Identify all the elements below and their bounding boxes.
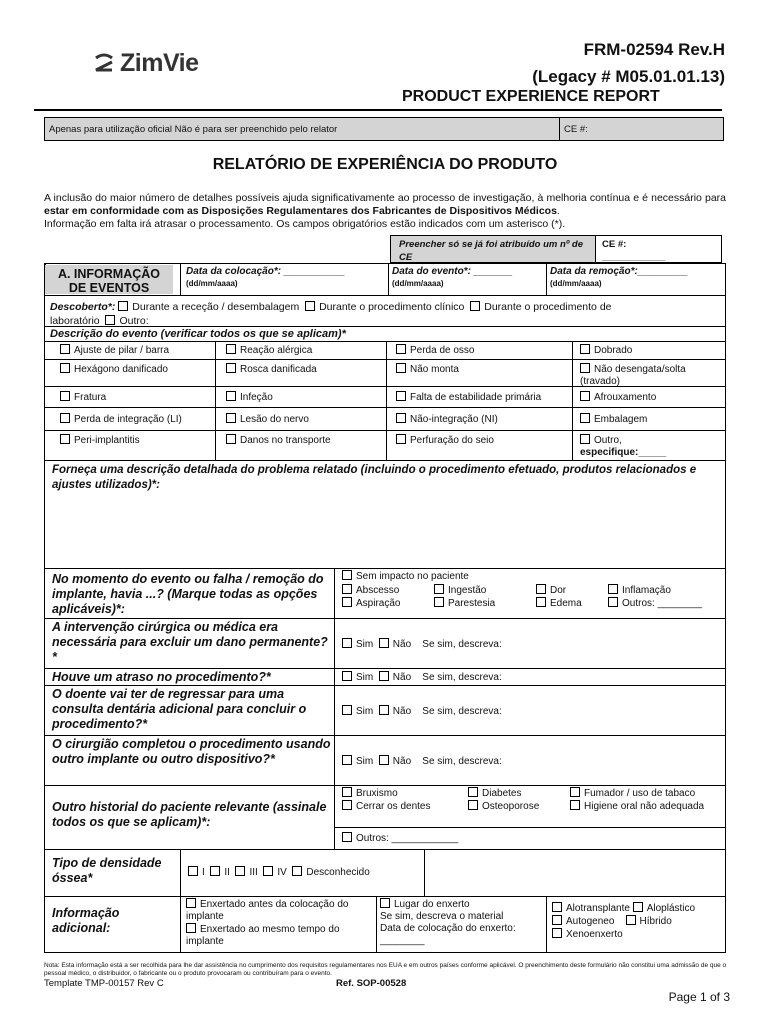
event-label: Lesão do nervo	[240, 414, 309, 425]
event-option[interactable]	[60, 391, 106, 404]
checkbox-sim[interactable]	[342, 638, 352, 648]
q-return-visit: O doente vai ter de regressar para uma consulta dentária adicional para concluir o procedimento?*	[52, 687, 307, 731]
q8-type-col	[552, 902, 695, 941]
q1-col-3	[536, 584, 582, 610]
q6-opt: Fumador / uso de tabaco	[584, 788, 696, 799]
page-number: Page 1 of 3	[668, 990, 730, 1004]
q7-opt: III	[249, 867, 258, 878]
event-label: Não monta	[410, 364, 459, 375]
sim-label: Sim	[356, 672, 374, 683]
checkbox[interactable]	[226, 391, 236, 401]
checkbox[interactable]	[633, 902, 643, 912]
sim-label: Sim	[356, 756, 374, 767]
header-rule	[34, 109, 722, 111]
date-removal-field[interactable]	[550, 266, 688, 290]
checkbox-nao[interactable]	[379, 705, 389, 715]
q1-opt: Outros: ________	[622, 598, 703, 609]
checkbox[interactable]	[60, 434, 70, 444]
q8-opt: Enxertado antes da colocação do implante	[186, 899, 349, 922]
sim-label: Sim	[356, 706, 374, 717]
ce-number-field[interactable]	[596, 235, 722, 263]
official-use-bar	[44, 117, 724, 141]
checkbox[interactable]	[396, 391, 406, 401]
checkbox-discovered-receipt[interactable]	[118, 301, 128, 311]
checkbox[interactable]	[396, 344, 406, 354]
checkbox-discovered-other[interactable]	[105, 315, 115, 325]
se-sim-label: Se sim, descreva:	[422, 706, 502, 717]
event-label: Peri-implantitis	[74, 435, 140, 446]
discovered-row	[50, 300, 720, 328]
checkbox[interactable]	[396, 413, 406, 423]
q6-col-1	[342, 787, 430, 813]
checkbox[interactable]	[608, 597, 618, 607]
event-label: Fratura	[74, 392, 107, 403]
event-option[interactable]	[226, 434, 331, 447]
event-option[interactable]	[396, 344, 475, 357]
checkbox[interactable]	[188, 866, 198, 876]
event-option[interactable]	[580, 434, 666, 459]
q8-site-col	[380, 898, 544, 947]
checkbox[interactable]	[536, 584, 546, 594]
checkbox-discovered-clinical[interactable]	[305, 301, 315, 311]
q-patient-history: Outro historial do paciente relevante (assinale todos os que se aplicam)*:	[52, 800, 327, 829]
checkbox[interactable]	[210, 866, 220, 876]
event-label: Hexágono danificado	[74, 364, 168, 375]
se-sim-label: Se sim, descreva:	[422, 756, 502, 767]
checkbox[interactable]	[552, 902, 562, 912]
checkbox[interactable]	[292, 866, 302, 876]
q2-answer	[342, 638, 502, 651]
nao-label: Não	[392, 639, 412, 650]
checkbox[interactable]	[580, 344, 590, 354]
date-event-label: Data do evento*: _______	[392, 266, 513, 277]
event-option[interactable]	[226, 363, 317, 376]
se-sim-label: Se sim, descreva:	[422, 672, 502, 683]
q5-answer	[342, 755, 502, 768]
ce-fill-label: Preencher só se já foi atribuído um nº de CE	[390, 235, 596, 263]
checkbox[interactable]	[60, 413, 70, 423]
q8-opt: Xenoenxerto	[566, 929, 623, 940]
event-label: Não desengata/solta	[594, 364, 686, 375]
q1-opt: Aspiração	[356, 598, 401, 609]
event-option[interactable]	[580, 363, 686, 388]
checkbox-nao[interactable]	[379, 671, 389, 681]
event-option[interactable]	[580, 391, 656, 404]
checkbox[interactable]	[60, 363, 70, 373]
checkbox[interactable]	[396, 363, 406, 373]
checkbox[interactable]	[434, 584, 444, 594]
q1-col-4	[608, 584, 702, 610]
sim-label: Sim	[356, 639, 374, 650]
checkbox-sim[interactable]	[342, 755, 352, 765]
event-label: Perda de integração (LI)	[74, 414, 182, 425]
discovered-other-label: Outro:	[119, 315, 149, 327]
checkbox[interactable]	[580, 413, 590, 423]
q8-graft-col	[186, 898, 374, 948]
event-label: Ajuste de pilar / barra	[74, 345, 170, 356]
form-number-block	[532, 36, 725, 90]
checkbox-nao[interactable]	[379, 638, 389, 648]
event-label: Danos no transporte	[240, 435, 331, 446]
event-option[interactable]	[226, 344, 312, 357]
event-option[interactable]	[60, 344, 169, 357]
q8-opt: Híbrido	[639, 916, 672, 927]
event-label: Rosca danificada	[240, 364, 317, 375]
checkbox[interactable]	[342, 787, 352, 797]
intro-bold: estar em conformidade com as Disposições Regulamentares dos Fabricantes de Dispositivos Médicos	[44, 205, 557, 217]
q8-material: Se sim, descreva o material	[380, 911, 504, 922]
event-option[interactable]	[226, 391, 273, 404]
detail-description-field[interactable]: Forneça uma descrição detalhada do problema relatado (incluindo o procedimento efetuado, produtos relacionados e ajustes utilizados)*:	[52, 464, 697, 491]
checkbox[interactable]	[226, 413, 236, 423]
q-bone-density: Tipo de densidade óssea*	[52, 856, 162, 885]
checkbox[interactable]	[570, 787, 580, 797]
nao-label: Não	[392, 706, 412, 717]
checkbox[interactable]	[60, 391, 70, 401]
q8-graft-date[interactable]: Data de colocação do enxerto: ________	[380, 923, 516, 946]
checkbox[interactable]	[580, 391, 590, 401]
checkbox[interactable]	[342, 832, 352, 842]
checkbox[interactable]	[468, 787, 478, 797]
q8-opt: Enxertado ao mesmo tempo do implante	[186, 924, 340, 947]
checkbox-discovered-lab[interactable]	[470, 301, 480, 311]
date-event-format: (dd/mm/aaaa)	[392, 279, 444, 288]
section-a-title: A. INFORMAÇÃO DE EVENTOS	[45, 265, 173, 294]
checkbox-nao[interactable]	[379, 755, 389, 765]
event-option[interactable]	[396, 363, 459, 376]
checkbox[interactable]	[552, 915, 562, 925]
date-placement-label: Data da colocação*: ___________	[186, 266, 345, 277]
event-option[interactable]	[60, 413, 182, 426]
intro-end: .	[556, 205, 560, 217]
report-title-en: PRODUCT EXPERIENCE REPORT	[402, 88, 660, 105]
event-label: Afrouxamento	[594, 392, 657, 403]
q6-opt: Diabetes	[482, 788, 522, 799]
checkbox[interactable]	[263, 866, 273, 876]
logo-text: ZimVie	[120, 48, 199, 77]
form-number: FRM-02594 Rev.H	[583, 40, 725, 59]
event-option[interactable]	[396, 413, 498, 426]
q1-opt: Dor	[550, 585, 567, 596]
zimvie-logo-mark-icon	[92, 52, 116, 74]
checkbox[interactable]	[536, 597, 546, 607]
ce-blank: ____________	[602, 252, 666, 263]
q8-opt: Lugar do enxerto	[394, 899, 470, 910]
q1-col-1	[342, 584, 400, 610]
event-label: Reação alérgica	[240, 345, 313, 356]
q1-col-2	[434, 584, 495, 610]
event-label: Perda de osso	[410, 345, 475, 356]
q4-answer	[342, 705, 502, 718]
q8-opt: Aloplástico	[646, 903, 696, 914]
checkbox[interactable]	[608, 584, 618, 594]
q-surgical-intervention: A intervenção cirúrgica ou médica era necessária para excluir um dano permanente?*	[52, 620, 328, 664]
q3-answer	[342, 671, 502, 684]
q6-opt: Osteoporose	[482, 801, 540, 812]
event-option[interactable]	[60, 363, 168, 376]
q6-col-2	[468, 787, 539, 813]
checkbox[interactable]	[396, 434, 406, 444]
checkbox[interactable]	[186, 923, 196, 933]
q7-opt: II	[224, 867, 230, 878]
legacy-number: (Legacy # M05.01.01.13)	[532, 67, 725, 86]
se-sim-label: Se sim, descreva:	[422, 639, 502, 650]
q-event-impact: No momento do evento ou falha / remoção do implante, havia ...? (Marque todas as opções aplicáveis)*:	[52, 572, 324, 616]
q1-opt: Abscesso	[356, 585, 400, 596]
q6-other	[342, 832, 458, 845]
event-label: Perfuração do seio	[410, 435, 494, 446]
checkbox-sim[interactable]	[342, 671, 352, 681]
q1-opt: Parestesia	[448, 598, 496, 609]
date-removal-label: Data da remoção*:_________	[550, 266, 688, 277]
checkbox[interactable]	[580, 363, 590, 373]
q1-opt: Sem impacto no paciente	[356, 571, 469, 582]
q6-col-3	[570, 787, 720, 813]
checkbox[interactable]	[226, 344, 236, 354]
event-label: Falta de estabilidade primária	[410, 392, 542, 403]
page-title: RELATÓRIO DE EXPERIÊNCIA DO PRODUTO	[212, 156, 558, 173]
q-additional-info: Informação adicional:	[52, 906, 120, 935]
checkbox[interactable]	[60, 344, 70, 354]
q1-opt: Ingestão	[448, 585, 487, 596]
checkbox[interactable]	[342, 800, 352, 810]
date-placement-field[interactable]	[186, 266, 345, 290]
travado-label: (travado)	[580, 376, 621, 387]
event-label: Outro,	[594, 435, 622, 446]
event-option[interactable]	[60, 434, 140, 447]
discovered-opt-lab: Durante o procedimento de	[484, 301, 612, 313]
checkbox[interactable]	[468, 800, 478, 810]
date-placement-format: (dd/mm/aaaa)	[186, 279, 238, 288]
q7-options	[188, 866, 370, 879]
nao-label: Não	[392, 672, 412, 683]
checkbox[interactable]	[226, 363, 236, 373]
q8-opt: Alotransplante	[566, 903, 630, 914]
event-option[interactable]	[396, 434, 494, 447]
official-use-text: Apenas para utilização oficial Não é para ser preenchido pelo relator	[45, 118, 560, 140]
nao-label: Não	[392, 756, 412, 767]
template-ref: Template TMP-00157 Rev C	[44, 978, 164, 989]
checkbox-sim[interactable]	[342, 705, 352, 715]
q6-opt: Cerrar os dentes	[356, 801, 431, 812]
q1-options	[342, 570, 722, 584]
q8-opt: Autogeneo	[566, 916, 615, 927]
checkbox[interactable]	[570, 800, 580, 810]
checkbox[interactable]	[342, 597, 352, 607]
event-option[interactable]	[580, 344, 632, 357]
event-option[interactable]	[580, 413, 647, 426]
date-event-field[interactable]	[392, 266, 513, 290]
intro-text	[44, 192, 726, 231]
sop-ref: Ref. SOP-00528	[336, 978, 407, 989]
event-label: Infeção	[240, 392, 273, 403]
q7-opt: Desconhecido	[306, 867, 370, 878]
q6-opt: Higiene oral não adequada	[584, 801, 705, 812]
discovered-label: Descoberto*:	[50, 301, 116, 313]
ce-label: CE #:	[602, 239, 627, 250]
official-ce-label: CE #:	[564, 124, 588, 135]
event-label: Não-integração (NI)	[410, 414, 498, 425]
zimvie-logo	[92, 50, 199, 76]
q6-opt: Bruxismo	[356, 788, 398, 799]
q1-opt: Inflamação	[622, 585, 671, 596]
event-description-label: Descrição do evento (verificar todos os que se aplicam)*	[50, 328, 346, 340]
checkbox[interactable]	[226, 434, 236, 444]
checkbox[interactable]	[626, 915, 636, 925]
q1-opt: Edema	[550, 598, 582, 609]
discovered-cont: laboratório	[50, 315, 100, 327]
footer-note: Nota: Esta informação está a ser recolhida para lhe dar assistência no cumprimento dos requisitos regulamentares nos EUA e em outros países conforme aplicável. O preenchimento deste formulário não constitui uma admissão de que o pessoal médico, o distribuidor, o fabricante ou o produto provocaram ou contribuíram para o evento.	[44, 962, 727, 977]
q-procedure-delay: Houve um atraso no procedimento?*	[52, 670, 271, 684]
event-option[interactable]	[396, 391, 541, 404]
intro-part-1: A inclusão do maior número de detalhes possíveis ajuda significativamente ao processo de investigação, à melhoria contínua e é necessário para	[44, 192, 726, 204]
date-removal-format: (dd/mm/aaaa)	[550, 279, 602, 288]
especifique-label: especifique:_____	[580, 447, 667, 458]
event-label: Dobrado	[594, 345, 633, 356]
checkbox[interactable]	[342, 570, 352, 580]
q-other-implant: O cirurgião completou o procedimento usando outro implante ou outro dispositivo?*	[52, 737, 331, 766]
checkbox[interactable]	[380, 898, 390, 908]
checkbox[interactable]	[342, 584, 352, 594]
checkbox[interactable]	[186, 898, 196, 908]
checkbox[interactable]	[580, 434, 590, 444]
intro-part-2: Informação em falta irá atrasar o processamento. Os campos obrigatórios estão indicados com um asterisco (*).	[44, 218, 566, 230]
discovered-opt-receipt: Durante a receção / desembalagem	[132, 301, 300, 313]
checkbox[interactable]	[434, 597, 444, 607]
q7-opt: IV	[277, 867, 287, 878]
q7-opt: I	[202, 867, 205, 878]
checkbox[interactable]	[552, 928, 562, 938]
checkbox[interactable]	[235, 866, 245, 876]
q6-opt: Outros: ____________	[356, 833, 459, 844]
event-option[interactable]	[226, 413, 309, 426]
event-label: Embalagem	[594, 414, 648, 425]
discovered-opt-clinical: Durante o procedimento clínico	[319, 301, 465, 313]
